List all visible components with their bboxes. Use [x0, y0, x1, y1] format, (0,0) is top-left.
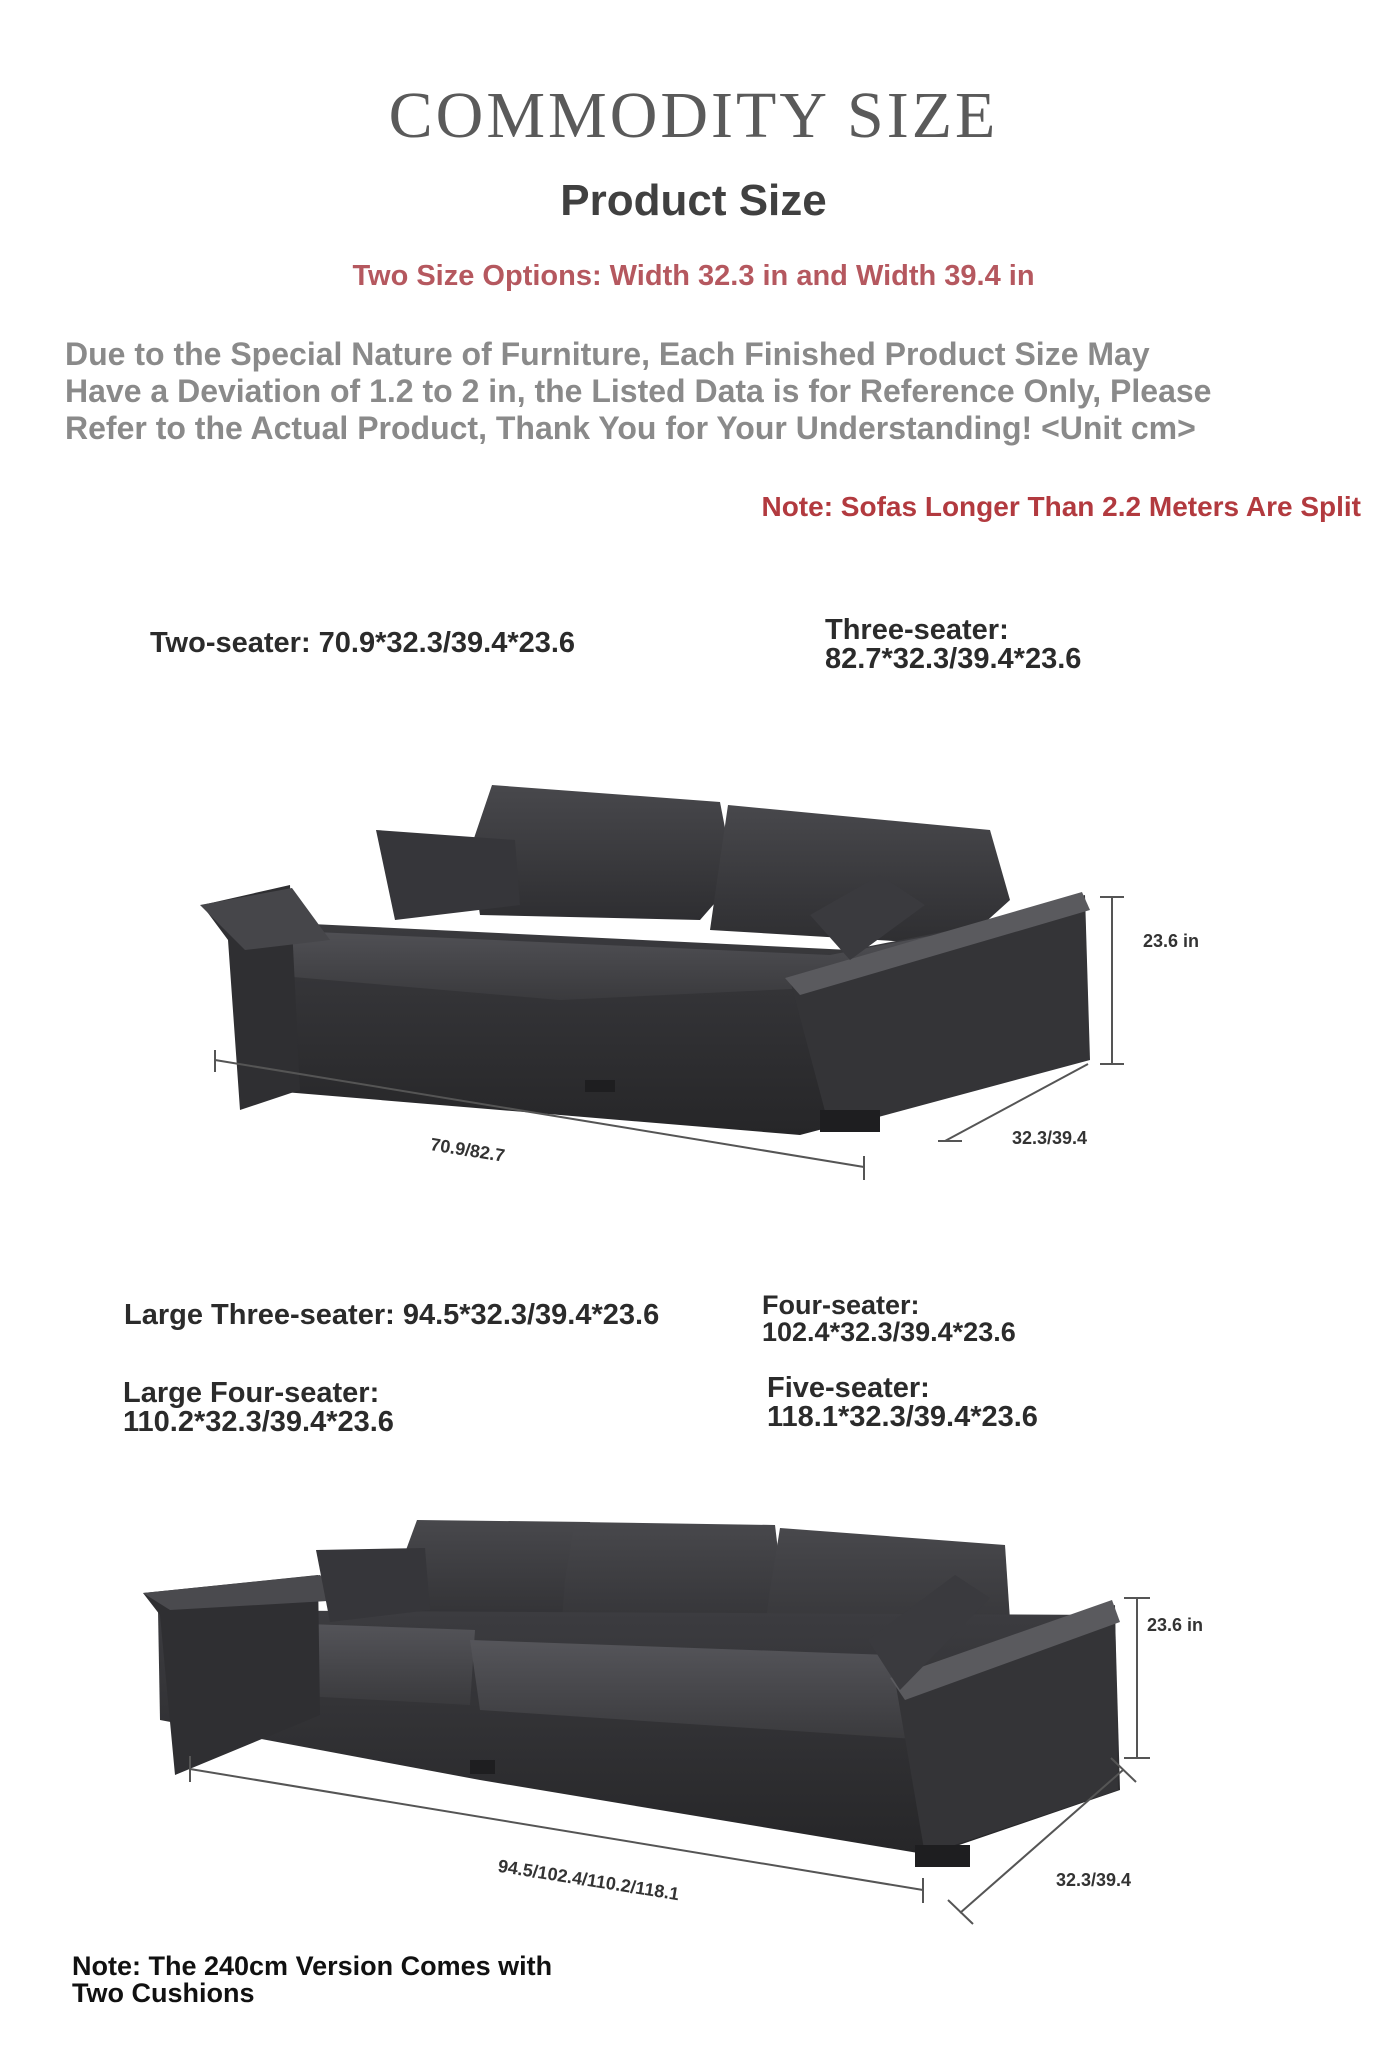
spec-five-seater-dims: 118.1*32.3/39.4*23.6: [767, 1401, 1038, 1433]
size-options-text: Two Size Options: Width 32.3 in and Width 39.4 in: [352, 260, 1035, 292]
page-title: COMMODITY SIZE: [388, 79, 999, 152]
spec-three-seater-name: Three-seater:: [825, 614, 1009, 646]
spec-large-three-seater: Large Three-seater: 94.5*32.3/39.4*23.6: [124, 1299, 660, 1331]
bottom-note-line-2: Two Cushions: [72, 1978, 255, 2008]
disclaimer-line-1: Due to the Special Nature of Furniture, Each Finished Product Size May: [65, 336, 1150, 372]
bottom-note: [72, 1953, 552, 2007]
bottom-note-line-1: Note: The 240cm Version Comes with: [72, 1951, 553, 1981]
sofa1-depth-label: 32.3/39.4: [1012, 1128, 1088, 1148]
spec-four-seater-name: Four-seater:: [762, 1290, 920, 1320]
spec-large-four-seater-name: Large Four-seater:: [123, 1377, 380, 1409]
sofa2-width-label: 94.5/102.4/110.2/118.1: [496, 1855, 681, 1905]
spec-two-seater: Two-seater: 70.9*32.3/39.4*23.6: [150, 627, 576, 659]
sofa2-height-label: 23.6 in: [1147, 1615, 1204, 1635]
spec-three-seater-dims: 82.7*32.3/39.4*23.6: [825, 643, 1082, 675]
spec-four-seater-dims: 102.4*32.3/39.4*23.6: [762, 1317, 1016, 1347]
disclaimer-line-2: Have a Deviation of 1.2 to 2 in, the Listed Data is for Reference Only, Please: [65, 373, 1212, 409]
disclaimer-line-3: Refer to the Actual Product, Thank You for Your Understanding! <Unit cm>: [65, 410, 1196, 446]
sofa1-height-label: 23.6 in: [1143, 931, 1200, 951]
sofa2-depth-label: 32.3/39.4: [1056, 1870, 1132, 1890]
split-note: Note: Sofas Longer Than 2.2 Meters Are Split: [761, 491, 1361, 522]
spec-five-seater-name: Five-seater:: [767, 1372, 930, 1404]
section-subtitle: Product Size: [560, 176, 827, 225]
sofa1-width-label: 70.9/82.7: [428, 1134, 507, 1166]
spec-large-four-seater-dims: 110.2*32.3/39.4*23.6: [123, 1406, 394, 1438]
